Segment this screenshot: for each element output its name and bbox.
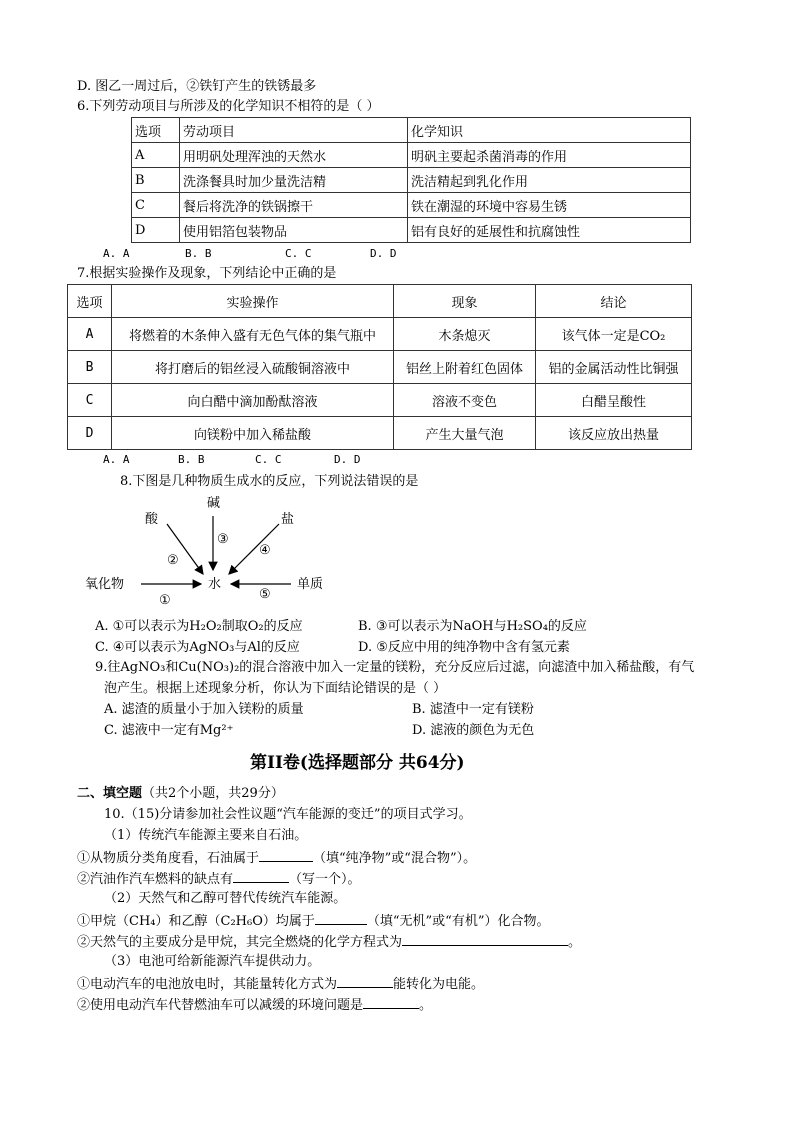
table-cell: D <box>132 218 180 243</box>
q6-option-c: C. C <box>285 247 312 260</box>
table-cell: B <box>68 351 112 384</box>
q7-option-d: D. D <box>334 453 361 466</box>
water-formation-diagram <box>85 494 345 610</box>
table-row <box>68 318 692 351</box>
table-cell: 用明矾处理浑浊的天然水 <box>180 143 408 168</box>
table-header-row <box>68 285 692 318</box>
table-cell: 铝的金属活动性比铜强 <box>536 351 692 384</box>
q7-option-a: A. A <box>103 453 130 466</box>
q8-option-a: A. ①可以表示为H₂O₂制取O₂的反应 <box>95 619 303 634</box>
q9-stem-line1: 9.往AgNO₃和Cu(NO₃)₂的混合溶液中加入一定量的镁粉，充分反应后过滤，向滤渣中加入稀盐酸，有气 <box>95 660 695 675</box>
q10-sub1-title: （1）传统汽车能源主要来自石油。 <box>104 828 308 843</box>
q8-option-b: B. ③可以表示为NaOH与H₂SO₄的反应 <box>358 619 587 634</box>
part2-heading: 二、填空题 <box>77 786 143 801</box>
table-header-row <box>132 118 691 143</box>
part2-heading-note: （共2个小题，共29分） <box>142 786 284 801</box>
q10-sub2-title: （2）天然气和乙醇可替代传统汽车能源。 <box>104 891 347 906</box>
table-cell: 铝丝上附着红色固体 <box>394 351 536 384</box>
q10-sub3-q1: ①电动汽车的电池放电时，其能量转化方式为 能转化为电能。 <box>77 977 485 992</box>
table-header: 劳动项目 <box>180 118 408 143</box>
table-cell: C <box>132 193 180 218</box>
table-header: 选项 <box>132 118 180 143</box>
q8-stem: 8.下图是几种物质生成水的反应，下列说法错误的是 <box>120 474 419 489</box>
table-cell: 洗涤餐具时加少量洗洁精 <box>180 168 408 193</box>
q6-option-d: D. D <box>370 247 397 260</box>
table-row <box>132 168 691 193</box>
answer-blank[interactable] <box>233 870 289 883</box>
table-row <box>132 193 691 218</box>
table-row <box>68 384 692 417</box>
table-cell: 向白醋中滴加酚酞溶液 <box>112 384 394 417</box>
table-header: 选项 <box>68 285 112 318</box>
table-cell: B <box>132 168 180 193</box>
label-oxide: 氧化物 <box>85 577 125 592</box>
answer-blank[interactable] <box>402 933 568 946</box>
q10-sub2-q2: ②天然气的主要成分是甲烷，其完全燃烧的化学方程式为 。 <box>77 935 582 950</box>
q8-option-c: C. ④可以表示为AgNO₃与Al的反应 <box>95 640 300 655</box>
marker-1: ① <box>159 593 171 608</box>
table-cell: A <box>132 143 180 168</box>
table-cell: 使用铝箔包装物品 <box>180 218 408 243</box>
label-acid: 酸 <box>145 512 159 527</box>
q9-option-a: A. 滤渣的质量小于加入镁粉的质量 <box>104 702 304 717</box>
q7-table <box>67 284 692 450</box>
section-title: 第II卷(选择题部分 共64分) <box>250 753 465 773</box>
label-element: 单质 <box>297 577 324 592</box>
answer-blank[interactable] <box>363 996 419 1009</box>
q7-stem: 7.根据实验操作及现象，下列结论中正确的是 <box>77 266 337 281</box>
label-salt: 盐 <box>281 512 295 527</box>
table-header: 实验操作 <box>112 285 394 318</box>
table-cell: 铁在潮湿的环境中容易生锈 <box>408 193 691 218</box>
table-cell: 向镁粉中加入稀盐酸 <box>112 417 394 450</box>
q5-option-d: D. 图乙一周过后，②铁钉产生的铁锈最多 <box>77 79 317 94</box>
marker-2: ② <box>167 553 179 568</box>
q9-option-b: B. 滤渣中一定有镁粉 <box>412 702 534 717</box>
answer-blank[interactable] <box>259 849 313 862</box>
table-header: 现象 <box>394 285 536 318</box>
table-cell: 产生大量气泡 <box>394 417 536 450</box>
marker-5: ⑤ <box>259 587 271 602</box>
table-row <box>132 143 691 168</box>
label-water: 水 <box>208 577 222 592</box>
q6-stem: 6.下列劳动项目与所涉及的化学知识不相符的是（ ） <box>77 99 380 114</box>
table-header: 结论 <box>536 285 692 318</box>
table-cell: 洗洁精起到乳化作用 <box>408 168 691 193</box>
table-cell: 该气体一定是CO₂ <box>536 318 692 351</box>
table-cell: 铝有良好的延展性和抗腐蚀性 <box>408 218 691 243</box>
answer-blank[interactable] <box>315 912 367 925</box>
q6-option-b: B. B <box>185 247 212 260</box>
q10-sub1-q2: ②汽油作汽车燃料的缺点有 （写一个）。 <box>77 872 361 887</box>
table-cell: 餐后将洗净的铁锅擦干 <box>180 193 408 218</box>
q6-option-a: A. A <box>103 247 130 260</box>
label-alkali: 碱 <box>207 496 221 511</box>
table-cell: 白醋呈酸性 <box>536 384 692 417</box>
table-row <box>68 417 692 450</box>
q6-table <box>131 117 691 243</box>
table-cell: A <box>68 318 112 351</box>
q9-option-c: C. 滤液中一定有Mg²⁺ <box>104 723 234 738</box>
q7-option-b: B. B <box>178 453 205 466</box>
q7-option-c: C. C <box>255 453 282 466</box>
table-cell: 将打磨后的铝丝浸入硫酸铜溶液中 <box>112 351 394 384</box>
table-header: 化学知识 <box>408 118 691 143</box>
marker-4: ④ <box>259 543 271 558</box>
answer-blank[interactable] <box>337 975 393 988</box>
marker-3: ③ <box>217 532 229 547</box>
q10-sub3-q2: ②使用电动汽车代替燃油车可以减缓的环境问题是 。 <box>77 998 433 1013</box>
table-cell: 溶液不变色 <box>394 384 536 417</box>
table-cell: C <box>68 384 112 417</box>
arrow-salt-to-water <box>229 524 279 574</box>
q10-stem: 10.（15)分请参加社会性议题“汽车能源的变迁”的项目式学习。 <box>104 807 472 822</box>
table-cell: 将燃着的木条伸入盛有无色气体的集气瓶中 <box>112 318 394 351</box>
q10-sub1-q1: ①从物质分类角度看，石油属于 （填“纯净物”或“混合物”）。 <box>77 851 477 866</box>
table-cell: 该反应放出热量 <box>536 417 692 450</box>
table-cell: D <box>68 417 112 450</box>
table-row <box>132 218 691 243</box>
table-cell: 木条熄灭 <box>394 318 536 351</box>
q9-option-d: D. 滤液的颜色为无色 <box>412 723 535 738</box>
q10-sub3-title: （3）电池可给新能源汽车提供动力。 <box>104 954 321 969</box>
q9-stem-line2: 泡产生。根据上述现象分析，你认为下面结论错误的是（ ） <box>104 681 447 696</box>
table-cell: 明矾主要起杀菌消毒的作用 <box>408 143 691 168</box>
q8-option-d: D. ⑤反应中用的纯净物中含有氢元素 <box>358 640 570 655</box>
q10-sub2-q1: ①甲烷（CH₄）和乙醇（C₂H₆O）均属于 （填“无机”或“有机”）化合物。 <box>77 914 550 929</box>
table-row <box>68 351 692 384</box>
